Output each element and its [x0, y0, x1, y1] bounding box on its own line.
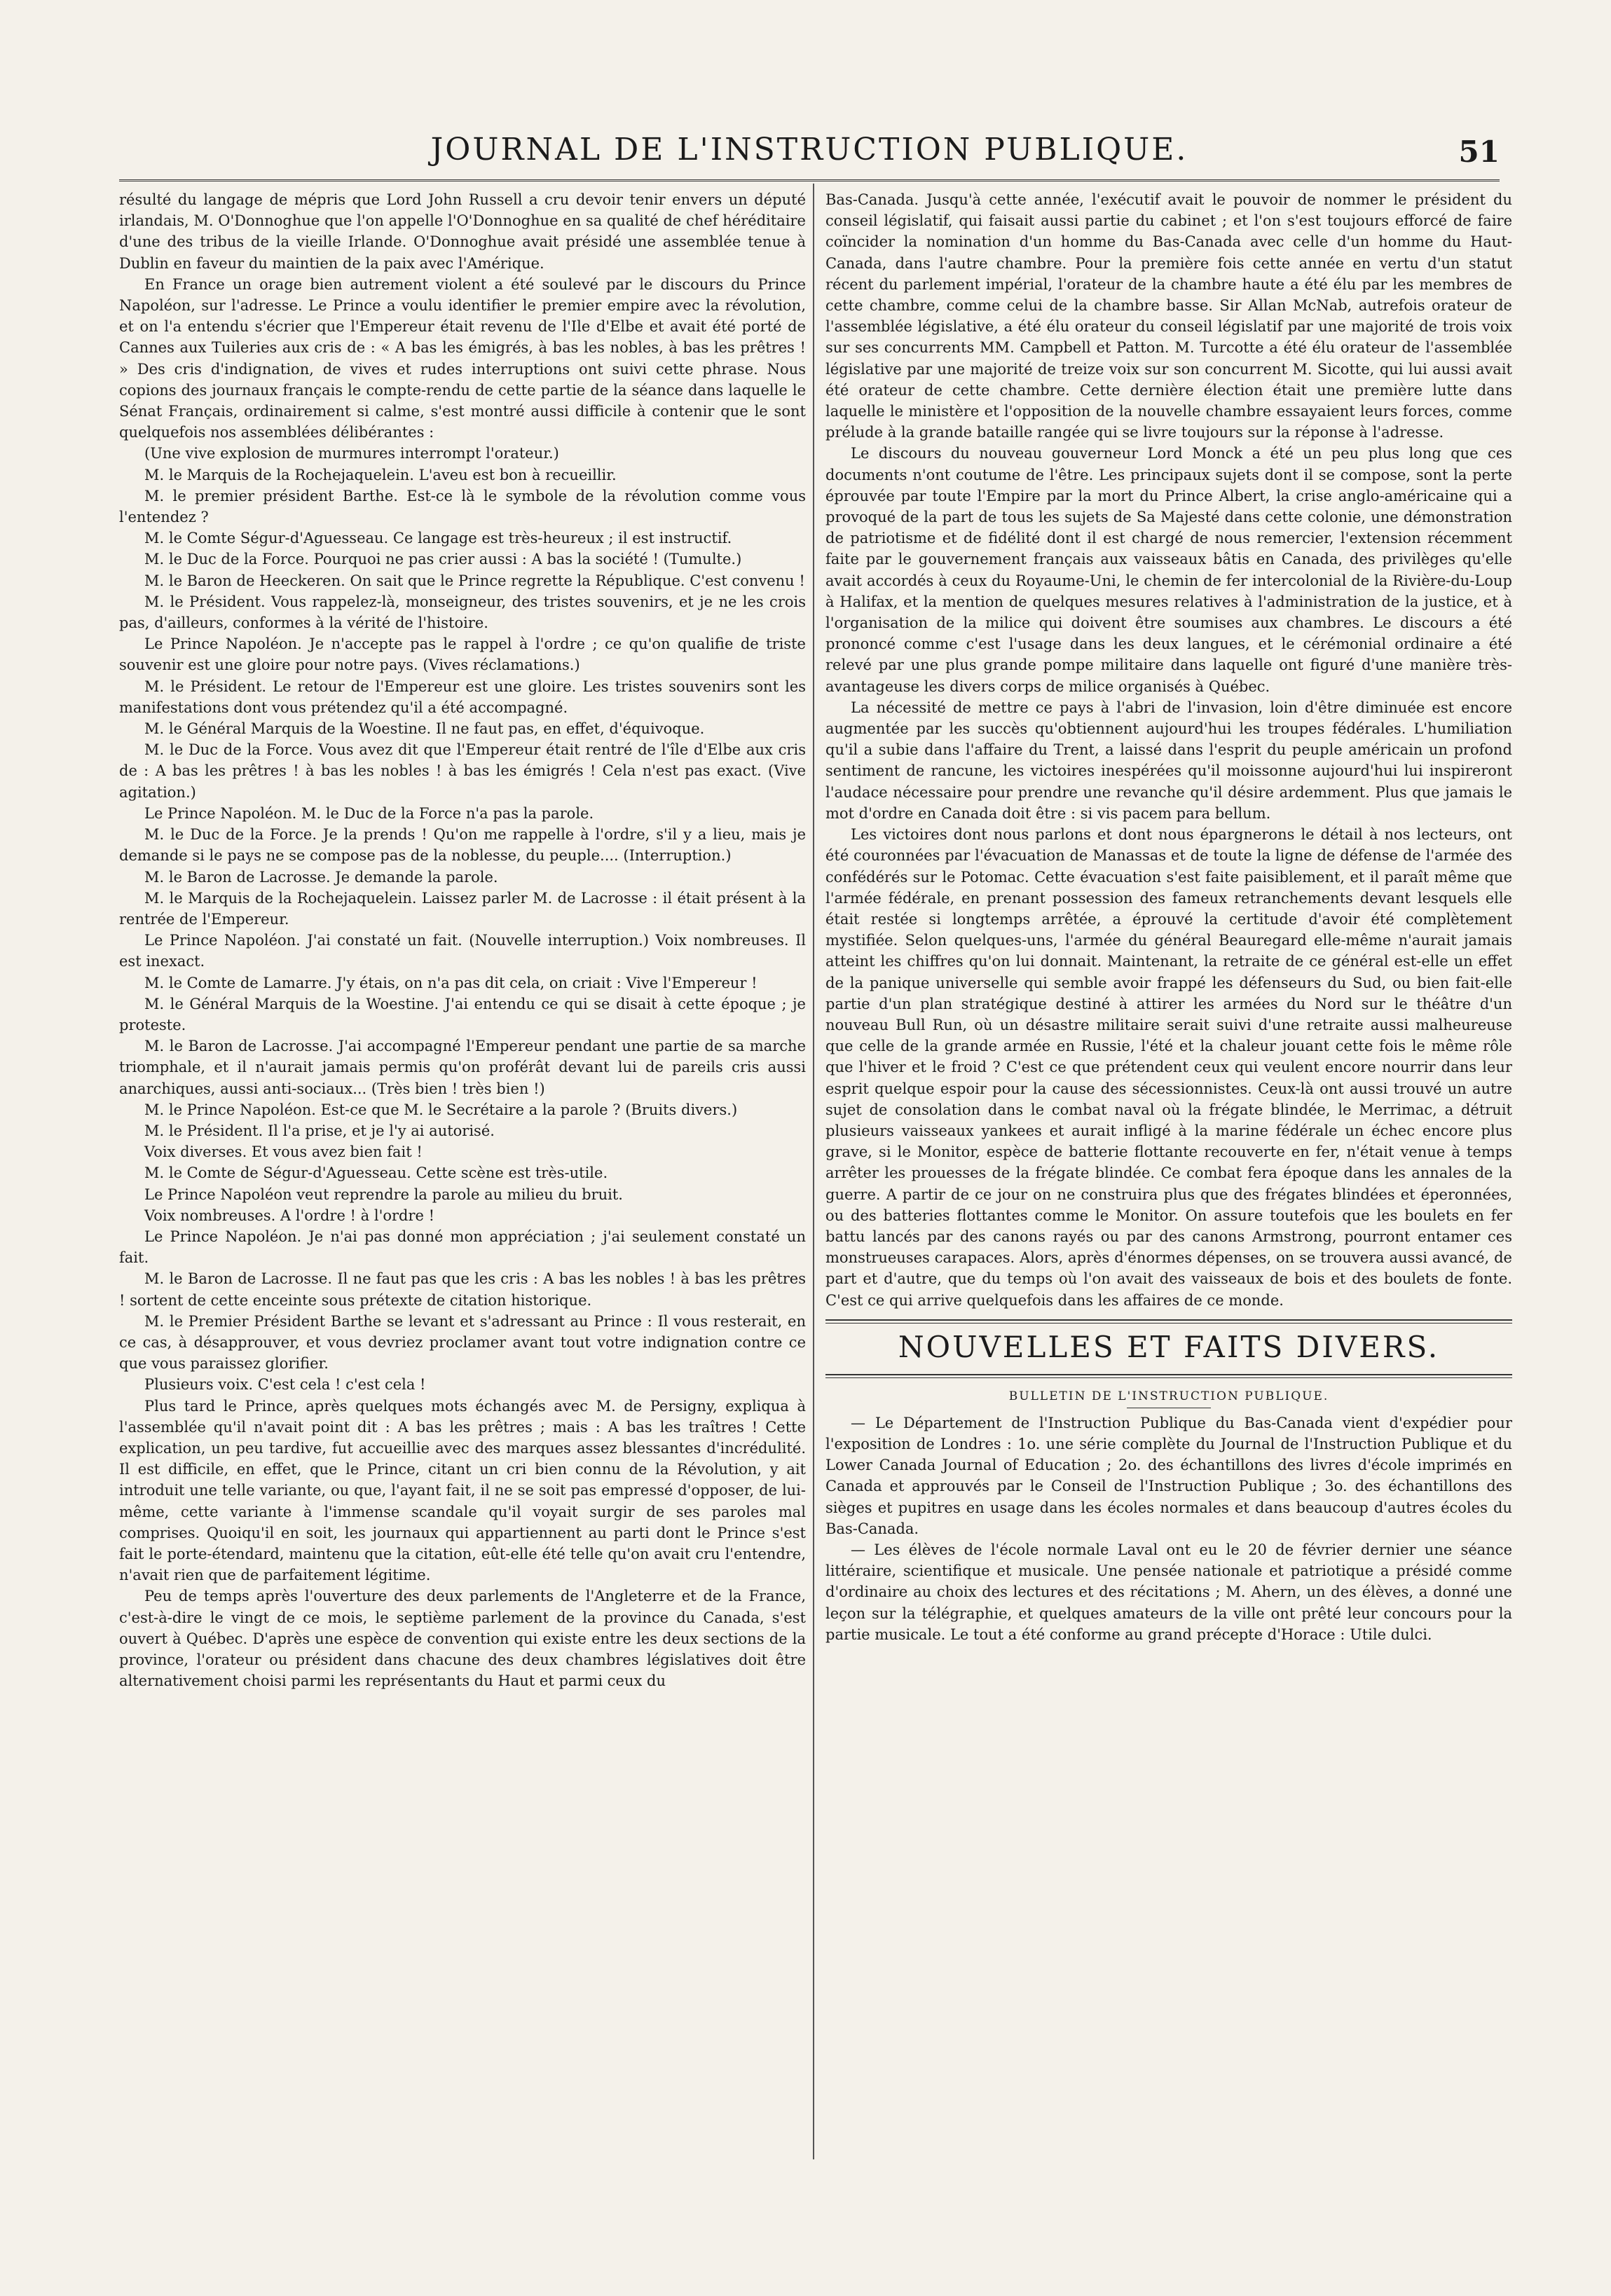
paragraph: Le Prince Napoléon. Je n'accepte pas le rappel à l'ordre ; ce qu'on qualifie de triste souvenir est une gloire pour notre pays. (Vives réclamations.)	[119, 635, 806, 674]
paragraph: Le Prince Napoléon. J'ai constaté un fait. (Nouvelle interruption.) Voix nombreuses. Il est inexact.	[119, 932, 806, 970]
left-column	[119, 189, 806, 2263]
paragraph: Le Prince Napoléon. M. le Duc de la Force n'a pas la parole.	[144, 804, 594, 822]
paragraph: M. le Premier Président Barthe se levant et s'adressant au Prince : Il vous resterait, en ce cas, à désapprouver, et vous devriez proclamer avant tout votre indignation contre ce que vous paraissez glorifier.	[119, 1312, 806, 1373]
paragraph: Le discours du nouveau gouverneur Lord Monck a été un peu plus long que ces documents n'ont coutume de l'être. Les principaux sujets dont il se compose, sont la perte éprouvée par toute l'Empire par la mort du Prince Albert, la crise anglo-américaine qui a provoqué de la part de tous les sujets de Sa Majesté dans cette colonie, une démonstration de patriotisme et de fidélité dont il est chargé de nous remercier, l'extension récemment faite par le gouvernement français aux vaisseaux bâtis en Canada, des privilèges qu'elle avait accordés à ceux du Royaume-Uni, le chemin de fer intercolonial de la Rivière-du-Loup à Halifax, et la mention de quelques mesures relatives à l'administration de la justice, et à l'organisation de la milice qui doivent être soumises aux chambres. Le discours a été prononcé comme c'est l'usage dans les deux langues, et le cérémonial ordinaire a été relevé par une plus grande pompe militaire dans laquelle ont figuré d'une manière très-avantageuse les divers corps de milice organisés à Québec.	[825, 445, 1512, 695]
paragraph: Les victoires dont nous parlons et dont nous épargnerons le détail à nos lecteurs, ont été couronnées par l'évacuation de Manassas et de toute la ligne de défense de l'armée des confédérés sur le Potomac. Cette évacuation s'est faite paisiblement, et il paraît même que l'armée fédérale, en prenant possession des fameux retranchements devant lesquels elle était restée si longtemps arrêtée, a éprouvé la certitude d'avoir été complètement mystifiée. Selon quelques-uns, l'armée du général Beauregard elle-même n'aurait jamais atteint les chiffres qu'on lui donnait. Maintenant, la retraite de ce général est-elle un effet de la panique universelle qui semble avoir frappé les défenseurs du Sud, ou bien fait-elle partie d'un plan stratégique destiné à attirer les armées du Nord sur le théâtre d'un nouveau Bull Run, où un désastre militaire serait suivi d'une retraite aussi malheureuse que celle de la grande armée en Russie, l'été et la chaleur jouant cette fois le même rôle que l'hiver et le froid ? C'est ce que prétendent ceux qui veulent encore nourrir dans leur esprit quelque espoir pour la cause des sécessionnistes. Ceux-là ont aussi trouvé un autre sujet de consolation dans le combat naval où la frégate blindée, le Merrimac, a détruit plusieurs vaisseaux yankees et aurait infligé à la marine fédérale un échec encore plus grave, si le Monitor, espèce de batterie flottante recouverte en fer, n'était venue à temps arrêter les prouesses de la frégate blindée. Ce combat fera époque dans les annales de la guerre. A partir de ce jour on ne construira plus que des frégates blindées et éperonnées, ou des batteries flottantes comme le Monitor. On assure toutefois que les boulets en fer battu lancés par des canons rayés ou par des canons Armstrong, pourront entamer ces monstrueuses carapaces. Alors, après d'énormes dépenses, on se trouvera aussi avancé, de part et d'autre, que du temps où l'on avait des vaisseaux de bois et des boulets de fonte. C'est ce qui arrive quelquefois dans les affaires de ce monde.	[825, 826, 1512, 1309]
column-divider	[813, 184, 814, 2159]
paragraph: Plus tard le Prince, après quelques mots échangés avec M. de Persigny, expliqua à l'assemblée qu'il n'avait point dit : A bas les prêtres ; mais : A bas les traîtres ! Cette explication, un peu tardive, fut accueillie avec des marques assez blessantes d'incrédulité. Il est difficile, en effet, que le Prince, citant un cri bien connu de la Révolution, y ait introduit une telle variante, ou que, l'ayant fait, il ne se soit pas empressé d'opposer, de lui-même, cette variante à l'immense scandale qu'il voyait surgir de ses paroles mal comprises. Quoiqu'il en soit, les journaux qui appartiennent au parti dont le Prince s'est fait le porte-étendard, maintenu que la citation, eût-elle été telle qu'on avait cru l'entendre, n'avait rien que de parfaitement légitime.	[119, 1397, 806, 1584]
paragraph: Plusieurs voix. C'est cela ! c'est cela !	[144, 1376, 426, 1394]
paragraph: M. le Baron de Lacrosse. Je demande la parole.	[144, 868, 498, 886]
paragraph: Bas-Canada. Jusqu'à cette année, l'exécutif avait le pouvoir de nommer le président du conseil législatif, qui faisait aussi partie du cabinet ; et l'on s'est toujours efforcé de faire coïncider la nomination d'un homme du Bas-Canada avec celle d'un homme du Haut-Canada, dans l'autre chambre. Pour la première fois cette année en vertu d'un statut récent du parlement impérial, l'orateur de la chambre haute a été élu par les membres de cette chambre, comme celui de la chambre basse. Sir Allan McNab, autrefois orateur de l'assemblée législative, a été élu orateur du conseil législatif par une majorité de trois voix sur ses concurrents MM. Campbell et Patton. M. Turcotte a été élu orateur de l'assemblée législative par une majorité de treize voix sur son concurrent M. Sicotte, qui lui aussi avait été orateur de cette chambre. Cette dernière élection était une première lutte dans laquelle le ministère et l'opposition de la nouvelle chambre essayaient leurs forces, comme prélude à la grande bataille rangée qui se livre toujours sur la réponse à l'adresse.	[825, 191, 1512, 441]
paragraph: M. le Président. Vous rappelez-là, monseigneur, des tristes souvenirs, et je ne les crois pas, d'ailleurs, conformes à la vérité de l'histoire.	[119, 593, 806, 632]
news-body	[825, 1412, 1512, 1645]
paragraph: M. le Duc de la Force. Vous avez dit que l'Empereur était rentré de l'île d'Elbe aux cris de : A bas les prêtres ! à bas les nobles ! à bas les émigrés ! Cela n'est pas exact. (Vive agitation.)	[119, 741, 806, 801]
paragraph: M. le Prince Napoléon. Est-ce que M. le Secrétaire a la parole ? (Bruits divers.)	[144, 1101, 738, 1118]
paragraph: — Les élèves de l'école normale Laval ont eu le 20 de février dernier une séance littéraire, scientifique et musicale. Une pensée nationale et patriotique a présidé comme d'ordinaire au choix des lectures et des récitations ; M. Ahern, un des élèves, a donné une leçon sur la télégraphie, et quelques amateurs de la ville ont prêté leur concours pour la partie musicale. Le tout a été conforme au grand précepte d'Horace : Utile dulci.	[825, 1541, 1512, 1643]
paragraph: M. le Duc de la Force. Pourquoi ne pas crier aussi : A bas la société ! (Tumulte.)	[144, 551, 742, 568]
paragraph: M. le Baron de Lacrosse. Il ne faut pas que les cris : A bas les nobles ! à bas les prêtres ! sortent de cette enceinte sous prétexte de citation historique.	[119, 1270, 806, 1309]
paragraph: La nécessité de mettre ce pays à l'abri de l'invasion, loin d'être diminuée est encore augmentée par les succès qu'obtiennent aujourd'hui les troupes fédérales. L'humiliation qu'il a subie dans l'affaire du Trent, a laissé dans l'esprit du peuple américain un profond sentiment de rancune, les victoires inespérées qu'il moissonne aujourd'hui lui inspireront l'audace nécessaire pour prendre une revanche qu'il désire ardemment. Plus que jamais le mot d'ordre en Canada doit être : si vis pacem para bellum.	[825, 699, 1512, 822]
page-number: 51	[1458, 135, 1500, 169]
paragraph: M. le Président. Le retour de l'Empereur est une gloire. Les tristes souvenirs sont les manifestations dont vous prétendez qu'il a été accompagné.	[119, 678, 806, 716]
paragraph: Peu de temps après l'ouverture des deux parlements de l'Angleterre et de la France, c'est-à-dire le vingt de ce mois, le septième parlement de la province du Canada, s'est ouvert à Québec. D'après une espèce de convention qui existe entre les deux sections de la province, l'orateur ou président dans chacune des deux chambres législatives doit être alternativement choisi parmi les représentants du Haut et parmi ceux du	[119, 1588, 806, 1690]
paragraph: M. le Comte Ségur-d'Aguesseau. Ce langage est très-heureux ; il est instructif.	[144, 530, 732, 547]
header-rule	[119, 179, 1500, 181]
right-column	[825, 189, 1512, 2263]
paragraph: M. le Comte de Lamarre. J'y étais, on n'a pas dit cela, on criait : Vive l'Empereur !	[144, 974, 757, 991]
paragraph: M. le Général Marquis de la Woestine. J'ai entendu ce qui se disait à cette époque ; je proteste.	[119, 995, 806, 1033]
section-rule-bottom	[825, 1374, 1512, 1378]
paragraph: Le Prince Napoléon veut reprendre la parole au milieu du bruit.	[144, 1185, 623, 1203]
paragraph: Voix diverses. Et vous avez bien fait !	[144, 1143, 423, 1161]
paragraph: M. le Duc de la Force. Je la prends ! Qu'on me rappelle à l'ordre, s'il y a lieu, mais je demande si le pays ne se compose pas de la noblesse, du peuple.... (Interruption.)	[119, 826, 806, 865]
paragraph: M. le Marquis de la Rochejaquelein. Laissez parler M. de Lacrosse : il était présent à la rentrée de l'Empereur.	[119, 889, 806, 928]
paragraph: M. le Président. Il l'a prise, et je l'y ai autorisé.	[144, 1122, 495, 1139]
paragraph: résulté du langage de mépris que Lord John Russell a cru devoir tenir envers un député irlandais, M. O'Donnoghue que l'on appelle l'O'Donnoghue en sa qualité de chef héréditaire d'une des tribus de la vieille Irlande. O'Donnoghue avait présidé une assemblée tenue à Dublin en faveur du maintien de la paix avec l'Amérique.	[119, 191, 806, 272]
bulletin-subtitle: BULLETIN DE L'INSTRUCTION PUBLIQUE.	[825, 1388, 1512, 1408]
running-title: JOURNAL DE L'INSTRUCTION PUBLIQUE.	[430, 132, 1188, 167]
paragraph: (Une vive explosion de murmures interrompt l'orateur.)	[144, 445, 559, 462]
paragraph: — Le Département de l'Instruction Publique du Bas-Canada vient d'expédier pour l'exposition de Londres : 1o. une série complète du Journal de l'Instruction Publique et du Lower Canada Journal of Education ; 2o. des échantillons des livres d'école imprimés en Canada et approuvés par le Conseil de l'Instruction Publique ; 3o. des échantillons des sièges et pupitres en usage dans les écoles normales et dans beaucoup d'autres écoles du Bas-Canada.	[825, 1414, 1512, 1537]
paragraph: M. le Baron de Lacrosse. J'ai accompagné l'Empereur pendant une partie de sa marche triomphale, et il n'aurait jamais permis qu'on proférât devant lui de pareils cris aussi anarchiques, aussi anti-sociaux... (Très bien ! très bien !)	[119, 1038, 806, 1097]
paragraph: Le Prince Napoléon. Je n'ai pas donné mon appréciation ; j'ai seulement constaté un fait.	[119, 1228, 806, 1267]
paragraph: M. le Baron de Heeckeren. On sait que le Prince regrette la République. C'est convenu !	[144, 572, 805, 589]
news-section-title: NOUVELLES ET FAITS DIVERS.	[898, 1329, 1440, 1364]
right-column-body	[825, 189, 1512, 1311]
paragraph: M. le Marquis de la Rochejaquelein. L'aveu est bon à recueillir.	[144, 466, 617, 483]
paragraph: M. le Comte de Ségur-d'Aguesseau. Cette scène est très-utile.	[144, 1164, 608, 1182]
paragraph: M. le premier président Barthe. Est-ce là le symbole de la révolution comme vous l'entendez ?	[119, 487, 806, 526]
paragraph: En France un orage bien autrement violent a été soulevé par le discours du Prince Napoléon, sur l'adresse. Le Prince a voulu identifier le premier empire avec la révolution, et on l'a entendu s'écrier que l'Empereur était revenu de l'Ile d'Elbe et avait été porté de Cannes aux Tuileries aux cris de : « A bas les émigrés, à bas les nobles, à bas les prêtres ! » Des cris d'indignation, de vives et rudes interruptions ont suivi cette phrase. Nous copions des journaux français le compte-rendu de cette partie de la séance dans laquelle le Sénat Français, ordinairement si calme, s'est montré aussi difficile à contenir que le sont quelquefois nos assemblées délibérantes :	[119, 275, 806, 441]
section-rule-top	[825, 1319, 1512, 1324]
page-header	[119, 132, 1500, 174]
paragraph: M. le Général Marquis de la Woestine. Il ne faut pas, en effet, d'équivoque.	[144, 720, 705, 738]
paragraph: Voix nombreuses. A l'ordre ! à l'ordre !	[144, 1207, 435, 1224]
